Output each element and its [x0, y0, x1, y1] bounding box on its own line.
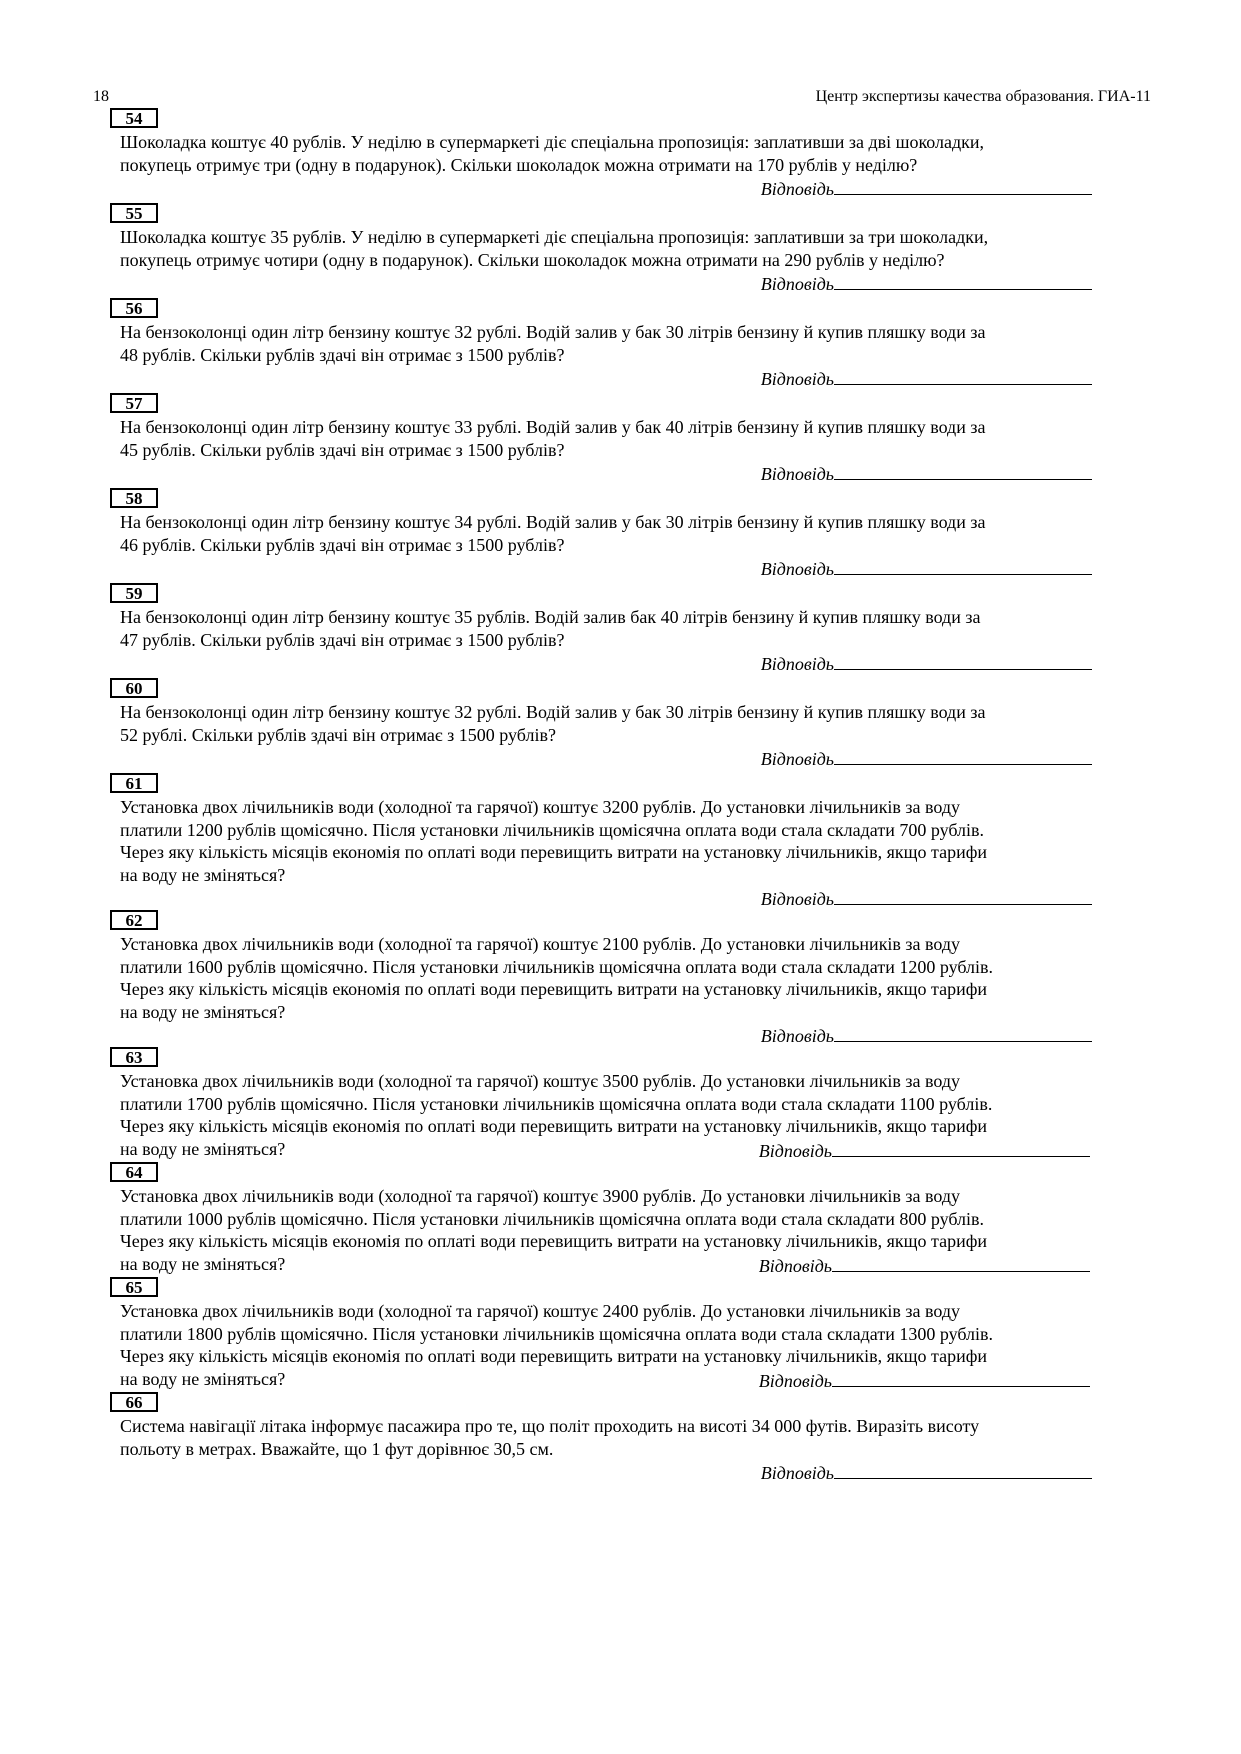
answer-row: [120, 461, 1092, 485]
text-line: на воду не зміняться?: [120, 864, 286, 885]
text-line: платили 1600 рублів щомісячно. Після установки лічильників щомісячна оплата води стала складати 1200 рублів.: [120, 956, 994, 977]
text-line: [120, 1368, 1092, 1391]
problem-64: [120, 1162, 1092, 1277]
problem-text: [120, 606, 1092, 651]
problem-54: [120, 108, 1092, 203]
problem-text: [120, 1070, 1092, 1160]
problem-text: [120, 1185, 1092, 1275]
answer-label: Відповідь: [760, 749, 834, 769]
text-line: Через яку кількість місяців економія по оплаті води перевищить витрати на установку лічильників, якщо тарифи: [120, 1116, 988, 1136]
answer-row: [120, 886, 1092, 910]
problem-61: [120, 773, 1092, 910]
answer-field[interactable]: [834, 271, 1092, 290]
problem-number-box: 62: [110, 910, 158, 930]
text-line: 46 рублів. Скільки рублів здачі він отримає з 1500 рублів?: [120, 534, 565, 555]
problem-text: [120, 321, 1092, 366]
problem-number-box: 64: [110, 1162, 158, 1182]
problem-text: [120, 796, 1092, 886]
text-line: На бензоколонці один літр бензину коштує 32 рублі. Водій залив у бак 30 літрів бензину й купив пляшку води за: [120, 702, 986, 722]
text-line: Через яку кількість місяців економія по оплаті води перевищить витрати на установку лічильників, якщо тарифи: [120, 1231, 988, 1251]
answer-field[interactable]: [834, 746, 1092, 765]
page-number: 18: [93, 88, 109, 105]
problem-number-box: 56: [110, 298, 158, 318]
answer-row: [120, 1460, 1092, 1484]
text-line: Установка двох лічильників води (холодної та гарячої) коштує 3900 рублів. До установки лічильників за воду: [120, 1186, 961, 1206]
problem-number-box: 59: [110, 583, 158, 603]
text-line: Через яку кількість місяців економія по оплаті води перевищить витрати на установку лічильників, якщо тарифи: [120, 979, 988, 999]
text-line: платили 1700 рублів щомісячно. Після установки лічильників щомісячна оплата води стала складати 1100 рублів.: [120, 1093, 993, 1114]
text-line: на воду не зміняться?: [120, 1001, 286, 1022]
problem-text: [120, 511, 1092, 556]
answer-label: Відповідь: [760, 889, 834, 909]
problem-65: [120, 1277, 1092, 1392]
answer-row: [759, 1253, 1090, 1278]
answer-label: Відповідь: [760, 654, 834, 674]
page-header: [93, 88, 1151, 108]
problem-text: [120, 1415, 1092, 1460]
text-line: 48 рублів. Скільки рублів здачі він отримає з 1500 рублів?: [120, 344, 565, 365]
text-line: платили 1000 рублів щомісячно. Після установки лічильників щомісячна оплата води стала складати 800 рублів.: [120, 1208, 985, 1229]
text-line: платили 1800 рублів щомісячно. Після установки лічильників щомісячна оплата води стала складати 1300 рублів.: [120, 1323, 994, 1344]
problem-text: [120, 1300, 1092, 1390]
answer-row: [120, 271, 1092, 295]
text-line: На бензоколонці один літр бензину коштує 35 рублів. Водій залив бак 40 літрів бензину й купив пляшку води за: [120, 607, 981, 627]
text-line: Через яку кількість місяців економія по оплаті води перевищить витрати на установку лічильників, якщо тарифи: [120, 842, 988, 862]
problem-text: [120, 933, 1092, 1023]
text-line: [120, 1138, 1092, 1161]
answer-field[interactable]: [832, 1253, 1090, 1272]
answer-label: Відповідь: [760, 369, 834, 389]
problem-number-box: 58: [110, 488, 158, 508]
running-title: Центр экспертизы качества образования. ГИА-11: [815, 88, 1151, 105]
answer-label: Відповідь: [758, 1370, 832, 1391]
text-line: платили 1200 рублів щомісячно. Після установки лічильників щомісячна оплата води стала складати 700 рублів.: [120, 819, 985, 840]
text-line: Установка двох лічильників води (холодної та гарячої) коштує 2100 рублів. До установки лічильників за воду: [120, 934, 961, 954]
text-line: На бензоколонці один літр бензину коштує 33 рублі. Водій залив у бак 40 літрів бензину й купив пляшку води за: [120, 417, 986, 437]
text-line-last: на воду не зміняться?: [120, 1253, 286, 1274]
problem-number-box: 55: [110, 203, 158, 223]
answer-label: Відповідь: [760, 1463, 834, 1483]
answer-field[interactable]: [834, 651, 1092, 670]
answer-row: [120, 746, 1092, 770]
problem-text: [120, 226, 1092, 271]
text-line-last: на воду не зміняться?: [120, 1138, 286, 1159]
answer-field[interactable]: [834, 556, 1092, 575]
problem-number-box: 66: [110, 1392, 158, 1412]
text-line: Шоколадка коштує 35 рублів. У неділю в супермаркеті діє спеціальна пропозиція: заплативши за три шоколадки,: [120, 227, 989, 247]
answer-field[interactable]: [834, 1023, 1092, 1042]
answer-field[interactable]: [834, 176, 1092, 195]
text-line: Установка двох лічильників води (холодної та гарячої) коштує 2400 рублів. До установки лічильників за воду: [120, 1301, 961, 1321]
answer-label: Відповідь: [760, 1026, 834, 1046]
answer-row: [759, 1138, 1090, 1163]
text-line: Система навігації літака інформує пасажира про те, що політ проходить на висоті 34 000 футів. Виразіть висоту: [120, 1416, 980, 1436]
answer-row: [759, 1368, 1090, 1393]
problem-59: [120, 583, 1092, 678]
text-line: Через яку кількість місяців економія по оплаті води перевищить витрати на установку лічильників, якщо тарифи: [120, 1346, 988, 1366]
answer-row: [120, 1023, 1092, 1047]
text-line: Шоколадка коштує 40 рублів. У неділю в супермаркеті діє спеціальна пропозиція: заплативши за дві шоколадки,: [120, 132, 985, 152]
problem-number-box: 57: [110, 393, 158, 413]
problem-62: [120, 910, 1092, 1047]
text-line: [120, 1253, 1092, 1276]
problem-58: [120, 488, 1092, 583]
problem-number-box: 63: [110, 1047, 158, 1067]
answer-row: [120, 176, 1092, 200]
answer-label: Відповідь: [760, 559, 834, 579]
text-line: 52 рублі. Скільки рублів здачі він отримає з 1500 рублів?: [120, 724, 556, 745]
answer-row: [120, 651, 1092, 675]
answer-field[interactable]: [834, 1460, 1092, 1479]
answer-label: Відповідь: [758, 1140, 832, 1161]
text-line: 47 рублів. Скільки рублів здачі він отримає з 1500 рублів?: [120, 629, 565, 650]
answer-label: Відповідь: [760, 274, 834, 294]
problem-number-box: 61: [110, 773, 158, 793]
answer-field[interactable]: [834, 366, 1092, 385]
problem-text: [120, 131, 1092, 176]
problem-list: [120, 108, 1092, 1487]
problem-60: [120, 678, 1092, 773]
problem-number-box: 54: [110, 108, 158, 128]
answer-label: Відповідь: [758, 1255, 832, 1276]
answer-field[interactable]: [832, 1138, 1090, 1157]
text-line: На бензоколонці один літр бензину коштує 34 рублі. Водій залив у бак 30 літрів бензину й купив пляшку води за: [120, 512, 986, 532]
answer-row: [120, 556, 1092, 580]
problem-57: [120, 393, 1092, 488]
text-line: Установка двох лічильників води (холодної та гарячої) коштує 3200 рублів. До установки лічильників за воду: [120, 797, 961, 817]
problem-text: [120, 416, 1092, 461]
problem-63: [120, 1047, 1092, 1162]
problem-number-box: 65: [110, 1277, 158, 1297]
problem-56: [120, 298, 1092, 393]
text-line: На бензоколонці один літр бензину коштує 32 рублі. Водій залив у бак 30 літрів бензину й купив пляшку води за: [120, 322, 986, 342]
answer-row: [120, 366, 1092, 390]
text-line-last: на воду не зміняться?: [120, 1368, 286, 1389]
answer-label: Відповідь: [760, 179, 834, 199]
answer-field[interactable]: [832, 1368, 1090, 1387]
problem-66: [120, 1392, 1092, 1487]
text-line: Установка двох лічильників води (холодної та гарячої) коштує 3500 рублів. До установки лічильників за воду: [120, 1071, 961, 1091]
text-line: покупець отримує три (одну в подарунок). Скільки шоколадок можна отримати на 170 рублів у неділю?: [120, 154, 918, 175]
text-line: польоту в метрах. Вважайте, що 1 фут дорівнює 30,5 см.: [120, 1438, 554, 1459]
answer-label: Відповідь: [760, 464, 834, 484]
problem-text: [120, 701, 1092, 746]
problem-number-box: 60: [110, 678, 158, 698]
text-line: 45 рублів. Скільки рублів здачі він отримає з 1500 рублів?: [120, 439, 565, 460]
text-line: покупець отримує чотири (одну в подарунок). Скільки шоколадок можна отримати на 290 рублів у неділю?: [120, 249, 945, 270]
answer-field[interactable]: [834, 461, 1092, 480]
problem-55: [120, 203, 1092, 298]
answer-field[interactable]: [834, 886, 1092, 905]
